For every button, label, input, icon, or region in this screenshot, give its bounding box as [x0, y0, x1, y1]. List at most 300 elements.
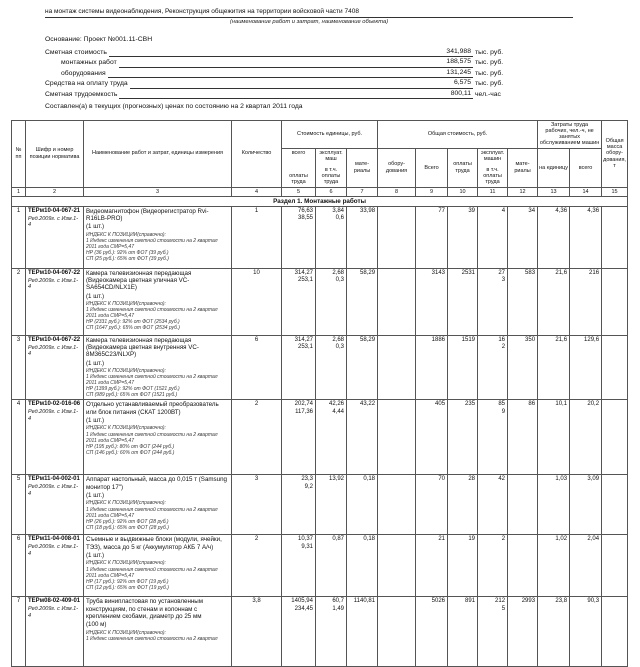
header-sub-labor: оплаты труда — [283, 173, 314, 186]
position-note: НР (195 руб.): 80% от ФОТ (244 руб.) — [86, 444, 229, 450]
info-line-labor-intensity — [45, 89, 515, 100]
col-number: 15 — [602, 187, 628, 196]
norm-code: ТЕРм11-04-002-01 — [28, 476, 81, 483]
header-sub-machines-labor: в т.ч. оплаты труда — [479, 167, 506, 186]
total-labor: 39 — [450, 208, 475, 215]
info-unit: тыс. руб. — [475, 48, 515, 58]
cell-total-equipment — [378, 400, 416, 475]
estimate-table — [11, 120, 628, 667]
cell-total-materials — [508, 268, 538, 335]
total-labor: 235 — [450, 401, 475, 408]
cell-work-name — [84, 400, 232, 475]
unit-cost-labor: 253,1 — [284, 344, 313, 351]
info-line-total-cost — [45, 47, 515, 58]
header-equipment-mass: Общая масса обору-дования, т — [602, 120, 628, 187]
unit-cost-labor: 9,31 — [284, 544, 313, 551]
header-sub-total: всего — [283, 150, 314, 156]
position-notes — [86, 500, 229, 530]
total-labor: 28 — [450, 476, 475, 483]
cell-labor-per-unit — [538, 475, 570, 535]
col-number: 12 — [508, 187, 538, 196]
total-labor: 2531 — [450, 270, 475, 277]
info-unit: тыс. руб. — [475, 58, 515, 68]
total-labor: 891 — [450, 598, 475, 605]
cell-work-name — [84, 335, 232, 400]
header-unit-cost-materials: мате-риалы — [347, 148, 378, 187]
cell-equipment-mass — [602, 335, 628, 400]
cell-total-all — [416, 335, 448, 400]
cell-quantity — [232, 597, 282, 667]
cell-labor-total — [570, 400, 602, 475]
section-header-row — [12, 196, 628, 206]
position-note: ИНДЕКС К ПОЗИЦИИ(справочно): — [86, 368, 229, 374]
unit-cost-machines: 60,7 — [318, 598, 344, 605]
info-line-labor-funds — [45, 78, 515, 89]
position-note: 1 Индекс изменения сметной стоимости на 2 квартал 2011 года СМР=5,47 — [86, 567, 229, 579]
labor-total: 90,3 — [572, 598, 599, 605]
row-number: 1 — [17, 208, 20, 214]
total-materials: 86 — [510, 401, 535, 408]
cell-total-all — [416, 597, 448, 667]
position-note: ИНДЕКС К ПОЗИЦИИ(справочно): — [86, 301, 229, 307]
col-number: 9 — [416, 187, 448, 196]
quantity: 3,8 — [252, 598, 260, 604]
cell-labor-total — [570, 268, 602, 335]
work-unit: (1 шт.) — [86, 293, 229, 300]
cell-norm-code — [26, 335, 84, 400]
norm-edition: Ред.2009г. с Изм.1-4 — [28, 345, 81, 358]
info-value: 6,575 — [454, 79, 471, 86]
table-row — [12, 400, 628, 475]
cell-quantity — [232, 206, 282, 268]
total-materials: 2993 — [510, 598, 535, 605]
table-row — [12, 475, 628, 535]
cell-unit-cost-total — [282, 535, 316, 597]
work-unit: (100 м) — [86, 621, 229, 628]
cell-total-machines — [478, 268, 508, 335]
cell-work-name — [84, 206, 232, 268]
position-notes — [86, 301, 229, 331]
cell-labor-total — [570, 335, 602, 400]
header-labor-total: всего — [570, 148, 602, 187]
norm-edition: Ред.2009г. с Изм.1-4 — [28, 484, 81, 497]
cell-equipment-mass — [602, 206, 628, 268]
position-note: НР (17 руб.): 92% от ФОТ (19 руб.) — [86, 579, 229, 585]
cell-labor-per-unit — [538, 268, 570, 335]
norm-code: ТЕРм10-02-016-06 — [28, 401, 81, 408]
quantity: 2 — [255, 536, 258, 542]
cell-labor-total — [570, 475, 602, 535]
cell-unit-cost-materials — [347, 206, 378, 268]
cell-work-name — [84, 268, 232, 335]
col-number: 8 — [378, 187, 416, 196]
quantity: 10 — [253, 270, 260, 276]
work-name: Камера телевизионная передающая (Видеокамера цветная внутренняя VC-8M365C23/NLXP) — [86, 337, 229, 359]
total-labor: 19 — [450, 536, 475, 543]
col-number: 4 — [232, 187, 282, 196]
cell-total-equipment — [378, 535, 416, 597]
work-unit: (1 шт.) — [86, 360, 229, 367]
info-unit: тыс. руб. — [475, 79, 515, 89]
header-work-name: Наименование работ и затрат, единицы измерения — [84, 120, 232, 187]
cell-total-equipment — [378, 597, 416, 667]
cell-total-materials — [508, 535, 538, 597]
position-note: ИНДЕКС К ПОЗИЦИИ(справочно): — [86, 560, 229, 566]
position-note: СП (1647 руб.): 65% от ФОТ (2534 руб.) — [86, 325, 229, 331]
cell-unit-cost-materials — [347, 535, 378, 597]
total-materials: 350 — [510, 337, 535, 344]
header-unit-cost-total — [282, 148, 316, 187]
position-note: 1 Индекс изменения сметной стоимости на 2 квартал — [86, 636, 229, 642]
cell-unit-cost-total — [282, 597, 316, 667]
total-all: 3143 — [418, 270, 445, 277]
info-label: монтажных работ — [45, 58, 117, 68]
work-name: Съемные и выдвижные блоки (модули, ячейки, ТЭЗ), масса до 5 кг (Аккумулятор АКБ 7 А/ч) — [86, 536, 229, 551]
unit-cost-machines: 2,68 — [318, 337, 344, 344]
col-number: 13 — [538, 187, 570, 196]
total-machines-labor: 3 — [480, 277, 505, 284]
norm-edition: Ред.2009г. с Изм.1-4 — [28, 278, 81, 291]
info-underline — [130, 78, 473, 89]
cell-norm-code — [26, 206, 84, 268]
basis-line: Основание: Проект №001.11-СВН — [45, 35, 515, 45]
cell-total-all — [416, 268, 448, 335]
row-number: 5 — [17, 476, 20, 482]
cell-unit-cost-materials — [347, 335, 378, 400]
unit-cost-total: 76,63 — [284, 208, 313, 215]
cell-row-number — [12, 475, 26, 535]
cell-quantity — [232, 335, 282, 400]
cell-total-machines — [478, 535, 508, 597]
cell-total-equipment — [378, 335, 416, 400]
col-number: 11 — [478, 187, 508, 196]
header-group-labor: Затраты труда рабочих, чел.-ч, не занятых обслуживанием машин — [538, 120, 602, 148]
total-materials: 583 — [510, 270, 535, 277]
col-number: 1 — [12, 187, 26, 196]
position-notes — [86, 232, 229, 262]
labor-per-unit: 4,36 — [540, 208, 567, 215]
labor-total: 3,09 — [572, 476, 599, 483]
position-note: ИНДЕКС К ПОЗИЦИИ(справочно): — [86, 425, 229, 431]
info-label: Сметная трудоемкость — [45, 90, 117, 100]
unit-cost-materials: 1140,81 — [349, 598, 375, 605]
labor-total: 129,6 — [572, 337, 599, 344]
cell-total-materials — [508, 400, 538, 475]
cell-labor-total — [570, 597, 602, 667]
unit-cost-machines: 13,92 — [318, 476, 344, 483]
header-total-all: Всего — [416, 148, 448, 187]
work-unit: (1 шт.) — [86, 223, 229, 230]
cell-unit-cost-machines — [316, 206, 347, 268]
cell-total-all — [416, 535, 448, 597]
cell-total-labor — [448, 335, 478, 400]
cell-labor-per-unit — [538, 335, 570, 400]
position-note: НР (1399 руб.): 92% от ФОТ (1521 руб.) — [86, 386, 229, 392]
header-code: Шифр и номер позиции норматива — [26, 120, 84, 187]
work-name: Отдельно устанавливаемый преобразователь или блок питания (СКАТ 1200ВТ) — [86, 401, 229, 416]
cell-total-all — [416, 475, 448, 535]
cell-unit-cost-machines — [316, 597, 347, 667]
labor-per-unit: 23,8 — [540, 598, 567, 605]
total-all: 70 — [418, 476, 445, 483]
labor-per-unit: 21,6 — [540, 337, 567, 344]
total-machines: 42 — [480, 476, 505, 483]
labor-per-unit: 10,1 — [540, 401, 567, 408]
unit-cost-machines-labor: 0,6 — [318, 215, 344, 222]
work-name: Камера телевизионная передающая (Видеокамера цветная уличная VC-SA654CD/NLX1E) — [86, 270, 229, 292]
cell-row-number — [12, 535, 26, 597]
cell-unit-cost-total — [282, 400, 316, 475]
position-note: 1 Индекс изменения сметной стоимости на 2 квартал 2011 года СМР=5,47 — [86, 238, 229, 250]
work-unit: (1 шт.) — [86, 552, 229, 559]
cell-norm-code — [26, 535, 84, 597]
info-line-installation-works — [45, 57, 515, 68]
unit-cost-labor: 38,55 — [284, 215, 313, 222]
position-note: СП (25 руб.): 65% от ФОТ (39 руб.) — [86, 256, 229, 262]
norm-edition: Ред.2009г. с Изм.1-4 — [28, 216, 81, 229]
cell-total-equipment — [378, 206, 416, 268]
cell-equipment-mass — [602, 535, 628, 597]
unit-cost-machines-labor: 1,49 — [318, 606, 344, 613]
position-notes — [86, 630, 229, 642]
position-note: 1 Индекс изменения сметной стоимости на 2 квартал 2011 года СМР=5,47 — [86, 507, 229, 519]
info-line-equipment — [45, 68, 515, 79]
cell-norm-code — [26, 400, 84, 475]
unit-cost-labor: 117,36 — [284, 409, 313, 416]
cell-unit-cost-materials — [347, 475, 378, 535]
cell-row-number — [12, 206, 26, 268]
unit-cost-machines-labor: 0,3 — [318, 277, 344, 284]
cell-unit-cost-materials — [347, 268, 378, 335]
cell-norm-code — [26, 597, 84, 667]
table-row — [12, 206, 628, 268]
header-sub-machines-labor: в т.ч. оплаты труда — [317, 167, 345, 186]
title-caption: (наименование работ и затрат, наименование объекта) — [45, 19, 573, 25]
unit-cost-total: 314,27 — [284, 270, 313, 277]
unit-cost-total: 202,74 — [284, 401, 313, 408]
cell-unit-cost-total — [282, 206, 316, 268]
col-number: 7 — [347, 187, 378, 196]
col-number: 10 — [448, 187, 478, 196]
header-total-machines — [478, 148, 508, 187]
cell-unit-cost-machines — [316, 535, 347, 597]
cell-labor-total — [570, 535, 602, 597]
cell-total-machines — [478, 597, 508, 667]
info-label: Средства на оплату труда — [45, 79, 128, 89]
labor-per-unit: 1,03 — [540, 476, 567, 483]
col-number: 2 — [26, 187, 84, 196]
cell-equipment-mass — [602, 400, 628, 475]
position-note: ИНДЕКС К ПОЗИЦИИ(справочно): — [86, 630, 229, 636]
position-note: СП (12 руб.): 65% от ФОТ (19 руб.) — [86, 585, 229, 591]
position-notes — [86, 425, 229, 455]
labor-total: 20,2 — [572, 401, 599, 408]
cell-unit-cost-machines — [316, 400, 347, 475]
norm-code: ТЕРм10-04-067-22 — [28, 337, 81, 344]
cell-row-number — [12, 597, 26, 667]
position-note: СП (18 руб.): 65% от ФОТ (28 руб.) — [86, 525, 229, 531]
cell-total-machines — [478, 335, 508, 400]
norm-code: ТЕРм10-04-067-21 — [28, 208, 81, 215]
cell-total-all — [416, 206, 448, 268]
row-number: 6 — [17, 536, 20, 542]
unit-cost-materials: 0,18 — [349, 536, 375, 543]
total-labor: 1519 — [450, 337, 475, 344]
unit-cost-total: 23,3 — [284, 476, 313, 483]
cell-unit-cost-total — [282, 475, 316, 535]
col-number: 6 — [316, 187, 347, 196]
header-total-materials: мате-риалы — [508, 148, 538, 187]
header-group-unit-cost: Стоимость единицы, руб. — [282, 120, 378, 148]
info-unit: тыс. руб. — [475, 69, 515, 79]
unit-cost-machines: 0,87 — [318, 536, 344, 543]
position-notes — [86, 368, 229, 398]
labor-total: 4,36 — [572, 208, 599, 215]
info-unit: чел.-час — [475, 90, 515, 100]
cell-total-machines — [478, 400, 508, 475]
header-sub-machines: эксплуат. машин — [479, 150, 506, 163]
cell-row-number — [12, 268, 26, 335]
header-row-number: № пп — [12, 120, 26, 187]
position-note: ИНДЕКС К ПОЗИЦИИ(справочно): — [86, 500, 229, 506]
cell-labor-per-unit — [538, 206, 570, 268]
cell-labor-total — [570, 206, 602, 268]
estimate-summary — [45, 35, 515, 112]
total-machines: 4 — [480, 208, 505, 215]
unit-cost-materials: 0,18 — [349, 476, 375, 483]
position-note: 1 Индекс изменения сметной стоимости на 2 квартал 2011 года СМР=5,47 — [86, 374, 229, 386]
total-machines-labor: 5 — [480, 606, 505, 613]
cell-total-labor — [448, 597, 478, 667]
unit-cost-labor: 253,1 — [284, 277, 313, 284]
unit-cost-total: 314,27 — [284, 337, 313, 344]
labor-total: 2,04 — [572, 536, 599, 543]
document-title: на монтаж системы видеонаблюдения, Реконструкция общежития на территории войсковой части 7408 — [45, 8, 573, 18]
position-note: 1 Индекс изменения сметной стоимости на 2 квартал 2011 года СМР=5,47 — [86, 307, 229, 319]
cell-total-equipment — [378, 268, 416, 335]
cell-labor-per-unit — [538, 535, 570, 597]
cell-total-labor — [448, 475, 478, 535]
work-name: Видеомагнитофон (Видеорегистратор Rvi-R16LB-PRO) — [86, 208, 229, 223]
work-name: Аппарат настольный, масса до 0,015 т (Samsung монитор 17") — [86, 476, 229, 491]
col-number: 5 — [282, 187, 316, 196]
total-all: 77 — [418, 208, 445, 215]
cell-labor-per-unit — [538, 400, 570, 475]
cell-total-materials — [508, 206, 538, 268]
norm-edition: Ред.2009г. с Изм.1-4 — [28, 544, 81, 557]
total-machines: 85 — [480, 401, 505, 408]
cell-unit-cost-machines — [316, 475, 347, 535]
cell-total-materials — [508, 475, 538, 535]
section-title: Раздел 1. Монтажные работы — [12, 196, 628, 206]
cell-total-machines — [478, 475, 508, 535]
unit-cost-machines-labor: 0,3 — [318, 344, 344, 351]
total-machines: 2 — [480, 536, 505, 543]
table-row — [12, 335, 628, 400]
total-all: 5026 — [418, 598, 445, 605]
cell-work-name — [84, 597, 232, 667]
total-materials: 34 — [510, 208, 535, 215]
work-unit: (1 шт.) — [86, 492, 229, 499]
table-header — [12, 120, 628, 196]
position-note: 1 Индекс изменения сметной стоимости на 2 квартал 2011 года СМР=5,47 — [86, 432, 229, 444]
cell-total-materials — [508, 597, 538, 667]
header-labor-per-unit: на единицу — [538, 148, 570, 187]
cell-norm-code — [26, 268, 84, 335]
work-name: Труба винипластовая по установленным конструкциям, по стенам и колоннам с креплением скобами, диаметр до 25 мм — [86, 598, 229, 620]
unit-cost-total: 1405,94 — [284, 598, 313, 605]
table-row — [12, 535, 628, 597]
cell-norm-code — [26, 475, 84, 535]
info-label: Сметная стоимость — [45, 48, 107, 58]
row-number: 7 — [17, 598, 20, 604]
cell-total-all — [416, 400, 448, 475]
row-number: 4 — [17, 401, 20, 407]
norm-code: ТЕРм10-04-067-22 — [28, 270, 81, 277]
cell-total-materials — [508, 335, 538, 400]
info-underline — [109, 47, 473, 58]
cell-unit-cost-machines — [316, 268, 347, 335]
table-row — [12, 268, 628, 335]
table-row — [12, 597, 628, 667]
cell-unit-cost-materials — [347, 400, 378, 475]
cell-total-equipment — [378, 475, 416, 535]
cell-row-number — [12, 400, 26, 475]
cell-row-number — [12, 335, 26, 400]
cell-quantity — [232, 400, 282, 475]
unit-cost-machines: 42,26 — [318, 401, 344, 408]
info-underline — [119, 89, 473, 100]
norm-edition: Ред.2009г. с Изм.1-4 — [28, 606, 81, 619]
unit-cost-materials: 43,22 — [349, 401, 375, 408]
cell-quantity — [232, 475, 282, 535]
unit-cost-total: 10,37 — [284, 536, 313, 543]
unit-cost-labor: 234,45 — [284, 606, 313, 613]
col-number: 3 — [84, 187, 232, 196]
cell-total-labor — [448, 535, 478, 597]
cell-labor-per-unit — [538, 597, 570, 667]
cell-work-name — [84, 535, 232, 597]
cell-quantity — [232, 268, 282, 335]
total-machines: 16 — [480, 337, 505, 344]
total-all: 1886 — [418, 337, 445, 344]
compiled-note: Составлен(а) в текущих (прогнозных) ценах по состоянию на 2 квартал 2011 года — [45, 102, 515, 112]
quantity: 1 — [255, 208, 258, 214]
header-total-equipment: обору-дования — [378, 148, 416, 187]
row-number: 3 — [17, 337, 20, 343]
labor-total: 216 — [572, 270, 599, 277]
unit-cost-materials: 58,29 — [349, 337, 375, 344]
total-machines: 27 — [480, 270, 505, 277]
total-machines: 212 — [480, 598, 505, 605]
info-value: 341,988 — [446, 48, 471, 55]
cell-total-labor — [448, 268, 478, 335]
cell-total-machines — [478, 206, 508, 268]
total-all: 21 — [418, 536, 445, 543]
cell-unit-cost-materials — [347, 597, 378, 667]
header-total-labor: оплаты труда — [448, 148, 478, 187]
position-note: НР (36 руб.): 92% от ФОТ (39 руб.) — [86, 250, 229, 256]
cell-total-labor — [448, 206, 478, 268]
cell-unit-cost-total — [282, 268, 316, 335]
cell-unit-cost-total — [282, 335, 316, 400]
header-quantity: Количество — [232, 120, 282, 187]
info-value: 800,11 — [451, 90, 471, 97]
header-unit-cost-machines — [316, 148, 347, 187]
unit-cost-labor: 9,2 — [284, 484, 313, 491]
cell-work-name — [84, 475, 232, 535]
norm-edition: Ред.2009г. с Изм.1-4 — [28, 409, 81, 422]
